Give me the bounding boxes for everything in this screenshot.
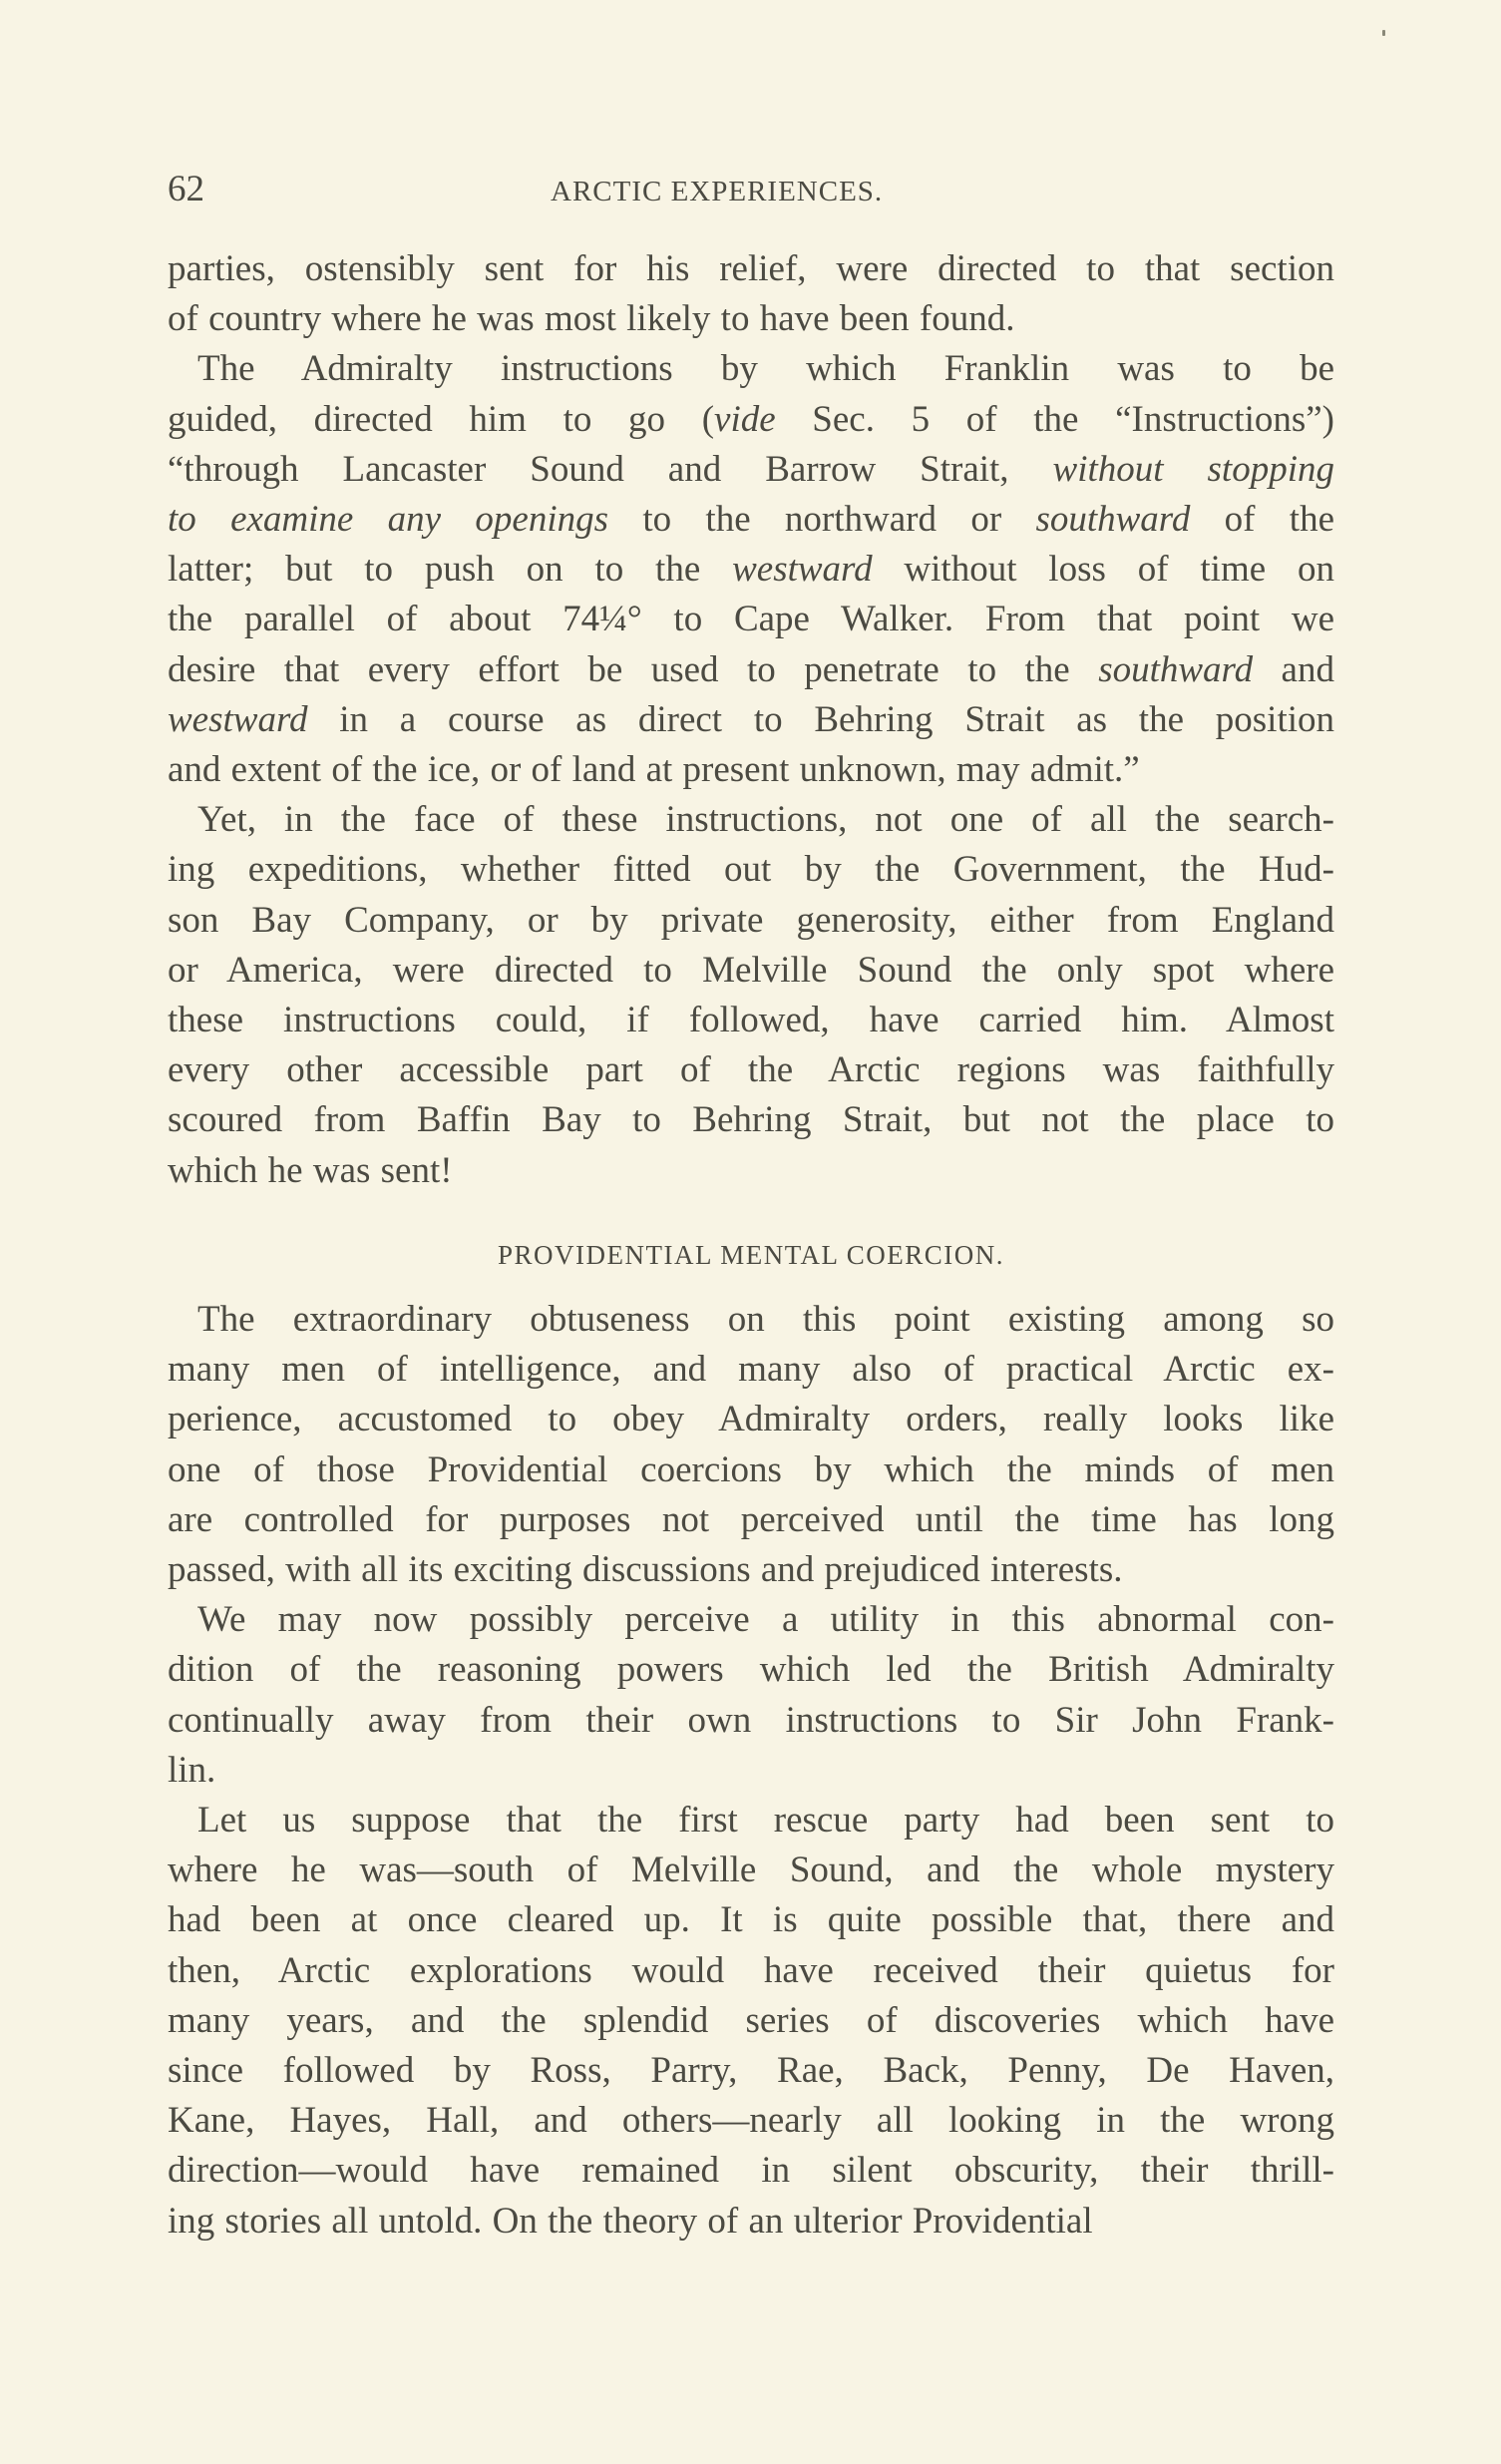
text-line: and extent of the ice, or of land at present unknown, may admit.” <box>168 749 1140 790</box>
text-line: son Bay Company, or by private generosity, either from England <box>168 900 1334 941</box>
text-line: direction—would have remained in silent obscurity, their thrill- <box>168 2150 1334 2191</box>
text-line: these instructions could, if followed, have carried him. Almost <box>168 1000 1334 1040</box>
text-line: every other accessible part of the Arctic regions was faithfully <box>168 1049 1334 1090</box>
text-line: ing stories all untold. On the theory of an ulterior Providential <box>168 2201 1093 2242</box>
page-number: 62 <box>168 169 204 209</box>
text-line: dition of the reasoning powers which led the British Admiralty <box>168 1649 1334 1690</box>
text-line: The Admiralty instructions by which Franklin was to be <box>197 348 1334 389</box>
text-line: Kane, Hayes, Hall, and others—nearly all looking in the wrong <box>168 2100 1334 2141</box>
paper-speck <box>1382 30 1385 36</box>
text-line: desire that every effort be used to penetrate to the southward and <box>168 649 1334 690</box>
text-line: or America, were directed to Melville Sound the only spot where <box>168 950 1334 991</box>
text-line: then, Arctic explorations would have received their quietus for <box>168 1950 1334 1991</box>
running-title: ARCTIC EXPERIENCES. <box>551 176 884 207</box>
text-line: many years, and the splendid series of discoveries which have <box>168 2000 1334 2041</box>
running-head <box>168 170 1334 209</box>
section-heading: PROVIDENTIAL MENTAL COERCION. <box>497 1240 1005 1270</box>
text-line: which he was sent! <box>168 1150 453 1191</box>
text-line: Yet, in the face of these instructions, not one of all the search- <box>197 799 1334 840</box>
text-line: We may now possibly perceive a utility in this abnormal con- <box>197 1599 1334 1640</box>
text-line: guided, directed him to go (vide Sec. 5 of the “Instructions”) <box>168 399 1334 440</box>
text-line: Let us suppose that the first rescue party had been sent to <box>197 1800 1334 1841</box>
text-line: “through Lancaster Sound and Barrow Strait, without stopping <box>168 449 1334 490</box>
text-line: many men of intelligence, and many also of practical Arctic ex- <box>168 1349 1334 1390</box>
text-line: to examine any openings to the northward or southward of the <box>168 499 1334 540</box>
text-line: continually away from their own instructions to Sir John Frank- <box>168 1700 1334 1741</box>
text-line: parties, ostensibly sent for his relief, were directed to that section <box>168 248 1334 289</box>
text-line: latter; but to push on to the westward without loss of time on <box>168 549 1334 590</box>
text-line: one of those Providential coercions by which the minds of men <box>168 1449 1334 1490</box>
text-line: The extraordinary obtuseness on this point existing among so <box>197 1299 1334 1340</box>
text-line: lin. <box>168 1750 216 1791</box>
text-line: perience, accustomed to obey Admiralty orders, really looks like <box>168 1399 1334 1439</box>
text-line: since followed by Ross, Parry, Rae, Back, Penny, De Haven, <box>168 2050 1334 2091</box>
text-line: of country where he was most likely to have been found. <box>168 298 1015 339</box>
text-line: passed, with all its exciting discussions and prejudiced interests. <box>168 1549 1123 1590</box>
text-line: had been at once cleared up. It is quite possible that, there and <box>168 1899 1334 1940</box>
text-line: the parallel of about 74¼° to Cape Walker. From that point we <box>168 599 1334 639</box>
text-line: where he was—south of Melville Sound, and the whole mystery <box>168 1849 1334 1890</box>
text-line: ing expeditions, whether fitted out by the Government, the Hud- <box>168 849 1334 890</box>
text-line: are controlled for purposes not perceived until the time has long <box>168 1499 1334 1540</box>
text-line: scoured from Baffin Bay to Behring Strait, but not the place to <box>168 1099 1334 1140</box>
text-line: westward in a course as direct to Behring Strait as the position <box>168 699 1334 740</box>
